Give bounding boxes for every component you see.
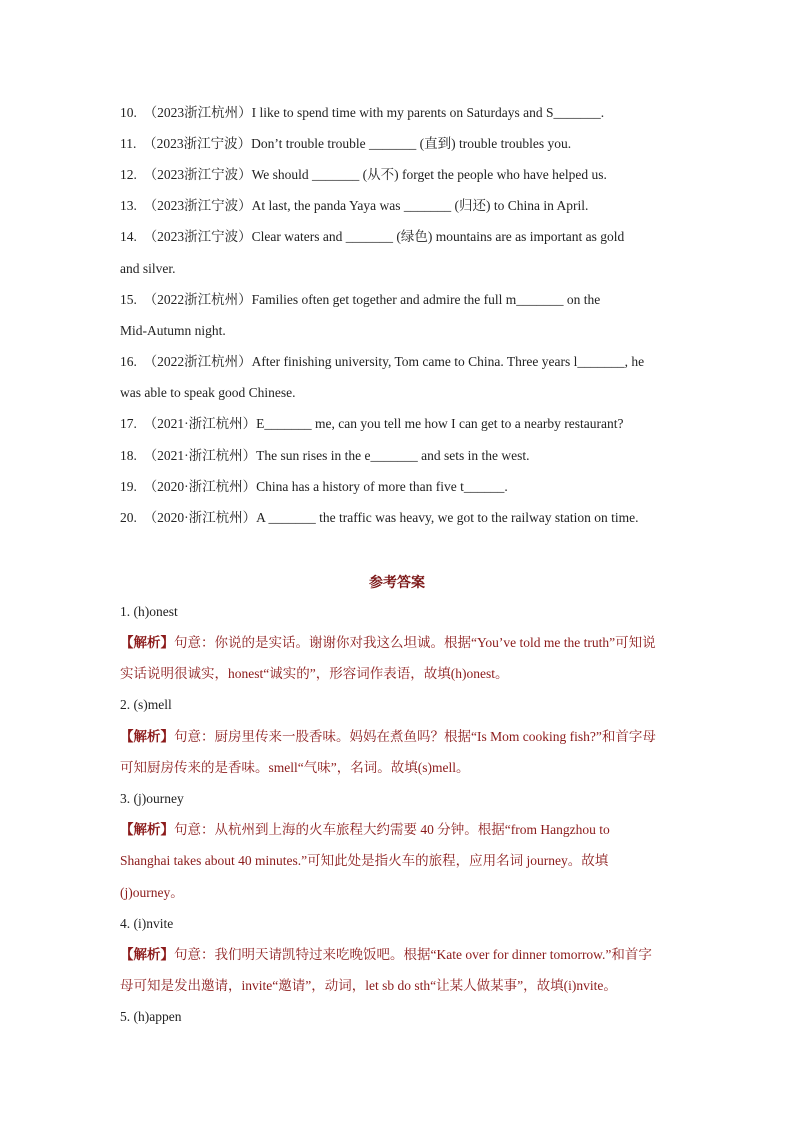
question-15: 15. （2022浙江杭州）Families often get together and admire the full m_______ on the xyxy=(120,292,601,307)
answer-2-analysis-cont: 可知厨房传来的是香味。smell“气味”，名词。故填(s)mell。 xyxy=(120,760,470,775)
analysis-text: 句意：从杭州到上海的火车旅程大约需要 40 分钟。根据“from Hangzhou to xyxy=(174,822,610,837)
question-10: 10. （2023浙江杭州）I like to spend time with my parents on Saturdays and S_______. xyxy=(120,105,605,120)
question-11: 11. （2023浙江宁波）Don’t trouble trouble _______ (直到) trouble troubles you. xyxy=(120,136,572,151)
analysis-text: 句意：你说的是实话。谢谢你对我这么坦诚。根据“You’ve told me the truth”可知说 xyxy=(174,635,656,650)
analysis-text: 句意：我们明天请凯特过来吃晚饭吧。根据“Kate over for dinner tomorrow.”和首字 xyxy=(174,947,652,962)
question-19: 19. （2020·浙江杭州）China has a history of more than five t______. xyxy=(120,479,508,494)
question-14: 14. （2023浙江宁波）Clear waters and _______ (绿色) mountains are as important as gold xyxy=(120,229,625,244)
answer-4-analysis xyxy=(120,947,680,963)
answer-5-key: 5. (h)appen xyxy=(120,1009,182,1024)
question-20: 20. （2020·浙江杭州）A _______ the traffic was heavy, we got to the railway station on time. xyxy=(120,510,639,525)
question-17: 17. （2021·浙江杭州）E_______ me, can you tell me how I can get to a nearby restaurant? xyxy=(120,416,624,431)
answer-3-analysis xyxy=(120,822,680,838)
question-18: 18. （2021·浙江杭州）The sun rises in the e_______ and sets in the west. xyxy=(120,448,530,463)
answer-4-analysis-cont: 母可知是发出邀请，invite“邀请”，动词，let sb do sth“让某人做某事”，故填(i)nvite。 xyxy=(120,978,617,993)
question-12: 12. （2023浙江宁波）We should _______ (从不) forget the people who have helped us. xyxy=(120,167,607,182)
answer-1-analysis xyxy=(120,635,680,651)
answer-4-key: 4. (i)nvite xyxy=(120,916,174,931)
analysis-text: 句意：厨房里传来一股香味。妈妈在煮鱼吗？根据“Is Mom cooking fish?”和首字母 xyxy=(174,729,656,744)
question-16-continuation: was able to speak good Chinese. xyxy=(120,385,296,400)
analysis-tag: 【解析】 xyxy=(120,947,174,962)
question-13: 13. （2023浙江宁波）At last, the panda Yaya was _______ (归还) to China in April. xyxy=(120,198,589,213)
answer-3-key: 3. (j)ourney xyxy=(120,791,184,806)
analysis-tag: 【解析】 xyxy=(120,635,174,650)
answer-2-analysis xyxy=(120,729,680,745)
analysis-tag: 【解析】 xyxy=(120,822,174,837)
analysis-tag: 【解析】 xyxy=(120,729,174,744)
answers-heading: 参考答案 xyxy=(369,575,425,591)
answer-3-analysis-cont2: (j)ourney。 xyxy=(120,885,184,900)
answer-1-key: 1. (h)onest xyxy=(120,604,178,619)
answer-3-analysis-cont: Shanghai takes about 40 minutes.”可知此处是指火车的旅程，应用名词 journey。故填 xyxy=(120,853,609,868)
answer-2-key: 2. (s)mell xyxy=(120,697,172,712)
answer-1-analysis-cont: 实话说明很诚实，honest“诚实的”，形容词作表语，故填(h)onest。 xyxy=(120,666,509,681)
question-14-continuation: and silver. xyxy=(120,261,176,276)
question-16: 16. （2022浙江杭州）After finishing university, Tom came to China. Three years l_______, he xyxy=(120,354,645,369)
question-15-continuation: Mid-Autumn night. xyxy=(120,323,226,338)
